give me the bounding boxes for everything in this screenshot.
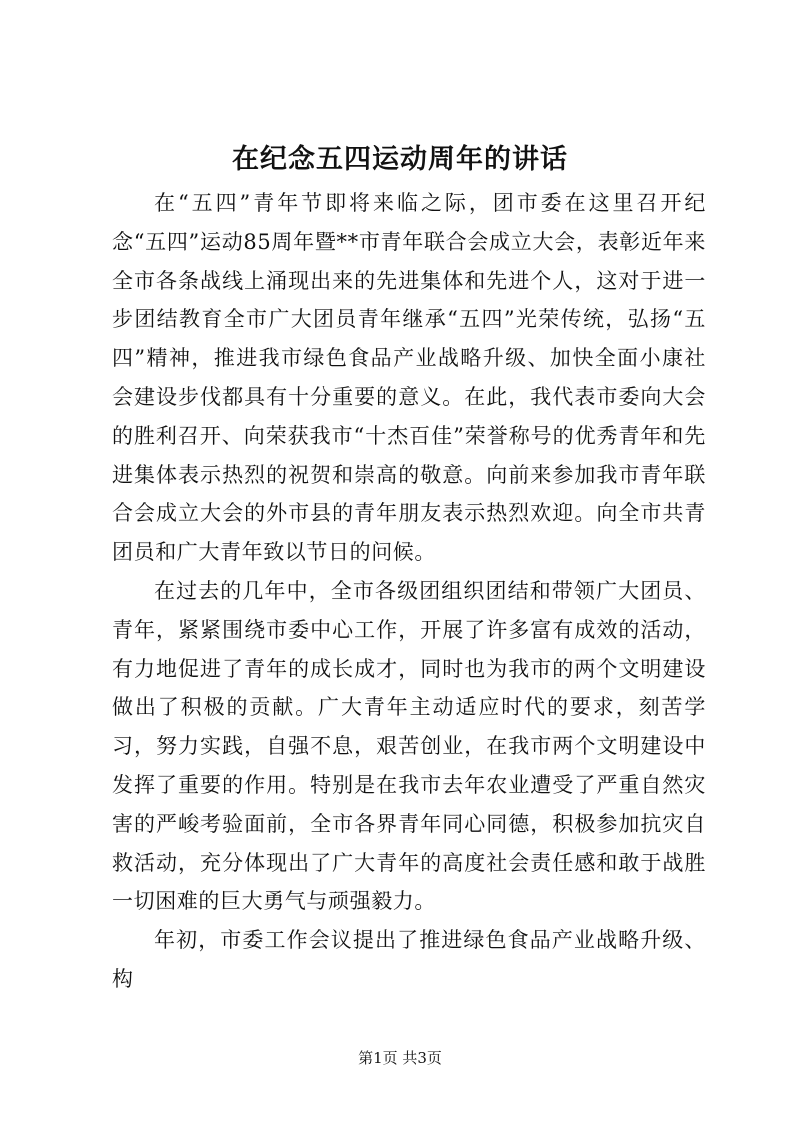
paragraph-2: 在过去的几年中，全市各级团组织团结和带领广大团员、青年，紧紧围绕市委中心工作，开展了许多富有成效的活动，有力地促进了青年的成长成才，同时也为我市的两个文明建设做出了积极的贡献。广大青年主动适应时代的要求，刻苦学习，努力实践，自强不息，艰苦创业，在我市两个文明建设中发挥了重要的作用。特别是在我市去年农业遭受了严重自然灾害的严峻考验面前，全市各界青年同心同德，积极参加抗灾自救活动，充分体现出了广大青年的高度社会责任感和敢于战胜一切困难的巨大勇气与顽强毅力。 xyxy=(112,578,706,914)
document-title: 在纪念五四运动周年的讲话 xyxy=(232,144,568,175)
paragraph-1: 在“五四”青年节即将来临之际，团市委在这里召开纪念“五四”运动85周年暨**市青年联合会成立大会，表彰近年来全市各条战线上涌现出来的先进集体和先进个人，这对于进一步团结教育全市广大团员青年继承“五四”光荣传统，弘扬“五四”精神，推进我市绿色食品产业战略升级、加快全面小康社会建设步伐都具有十分重要的意义。在此，我代表市委向大会的胜利召开、向荣获我市“十杰百佳”荣誉称号的优秀青年和先进集体表示热烈的祝贺和崇高的敬意。向前来参加我市青年联合会成立大会的外市县的青年朋友表示热烈欢迎。向全市共青团员和广大青年致以节日的问候。 xyxy=(112,191,706,565)
paragraph-3: 年初，市委工作会议提出了推进绿色食品产业战略升级、构 xyxy=(112,928,706,991)
document-body xyxy=(112,184,706,999)
page-number-footer: 第1页 共3页 xyxy=(358,1049,442,1067)
